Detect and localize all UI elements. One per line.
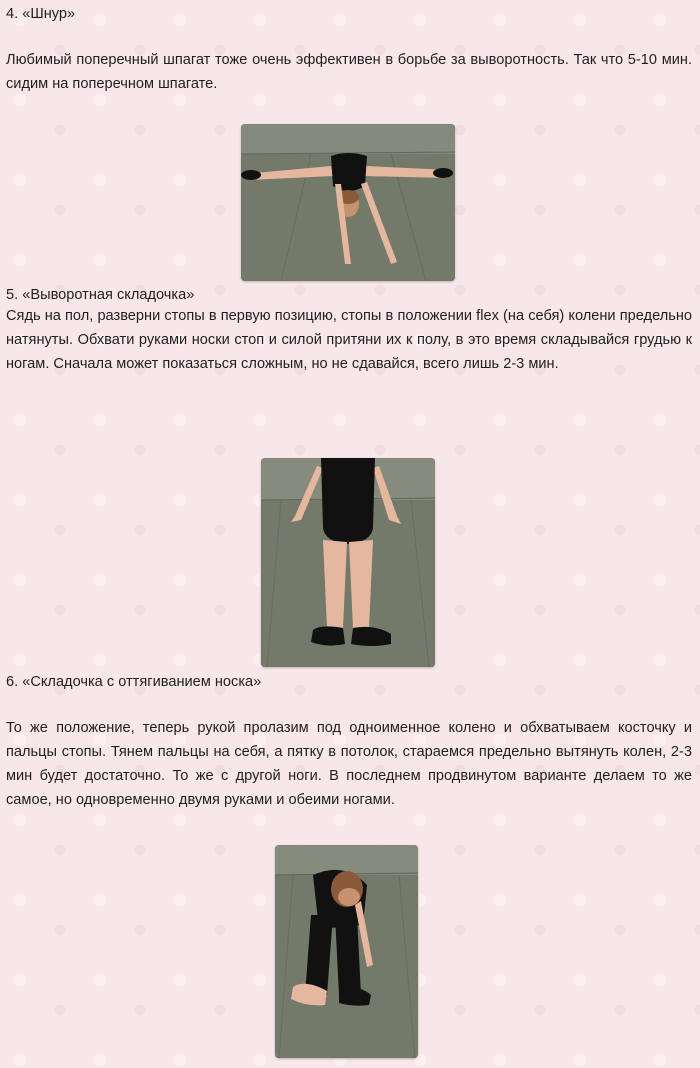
section-text-skladochka: То же положение, теперь рукой пролазим под одноименное колено и обхватываем косточку и пальцы стопы. Тянем пальцы на себя, а пятку в потолок, стараемся предельно вытянуть колен, 2-3 мин будет достаточно. То же с другой ноги. В последнем продвинутом варианте делаем то же самое, но одновременно двумя руками и обеими ногами. <box>6 720 692 808</box>
section-heading-vyvorotnaya: 5. «Выворотная складочка» <box>6 287 195 303</box>
section-text-vyvorotnaya: Сядь на пол, разверни стопы в первую позицию, стопы в положении flex (на себя) колени предельно натянуты. Обхвати руками носки стоп и силой притяни их к полу, в это время складывайся грудью к ногам. Сначала может показаться сложным, но не сдавайся, всего лишь 2-3 мин. <box>6 308 692 372</box>
straddle-sit-photo <box>261 458 435 667</box>
forward-fold-photo <box>275 845 418 1058</box>
forward-fold-illustration <box>275 845 418 1058</box>
section-heading-shnur: 4. «Шнур» <box>6 6 76 22</box>
split-pose-photo <box>241 124 455 281</box>
section-heading-skladochka: 6. «Складочка с оттягиванием носка» <box>6 674 262 690</box>
split-pose-illustration <box>241 124 455 281</box>
section-text-shnur: Любимый поперечный шпагат тоже очень эффективен в борьбе за выворотность. Так что 5-10 мин. сидим на поперечном шпагате. <box>6 52 692 92</box>
straddle-sit-illustration <box>261 458 435 667</box>
